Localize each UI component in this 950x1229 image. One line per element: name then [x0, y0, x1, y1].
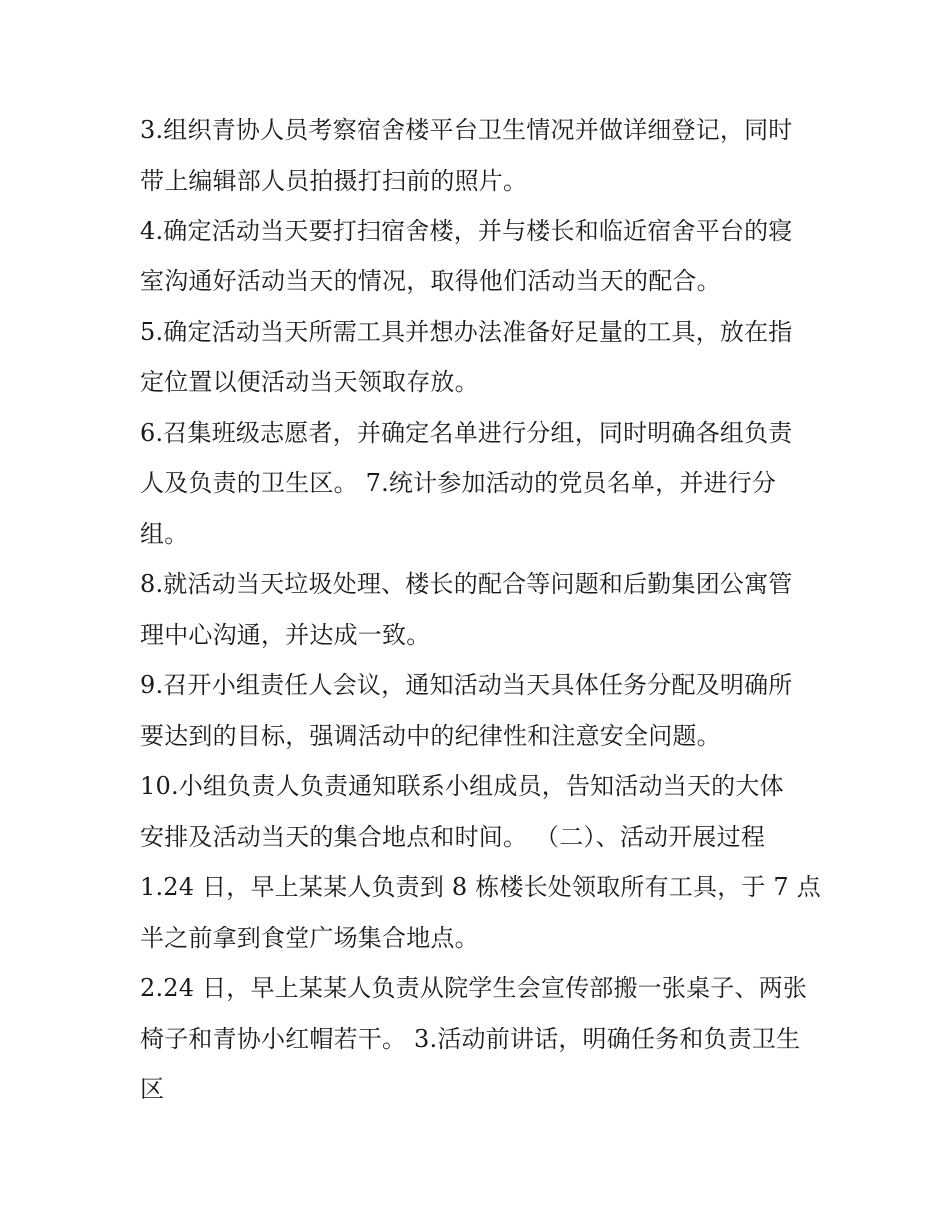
text-line: 3.组织青协人员考察宿舍楼平台卫生情况并做详细登记，同时: [140, 116, 793, 144]
text-line: 定位置以便活动当天领取存放。: [140, 368, 479, 396]
text-line: 安排及活动当天的集合地点和时间。 （二）、活动开展过程: [140, 823, 766, 851]
text-line: 8.就活动当天垃圾处理、楼长的配合等问题和后勤集团公寓管: [140, 570, 793, 598]
text-line: 10.小组负责人负责通知联系小组成员，告知活动当天的大体: [140, 772, 784, 800]
text-line: 1.24 日，早上某某人负责到 8 栋楼长处领取所有工具，于 7 点: [140, 873, 821, 901]
text-line: 室沟通好活动当天的情况，取得他们活动当天的配合。: [140, 267, 721, 295]
text-line: 带上编辑部人员拍摄打扫前的照片。: [140, 167, 528, 195]
text-line: 人及负责的卫生区。 7.统计参加活动的党员名单，并进行分: [140, 469, 777, 497]
text-line: 要达到的目标，强调活动中的纪律性和注意安全问题。: [140, 722, 721, 750]
text-line: 4.确定活动当天要打扫宿舍楼，并与楼长和临近宿舍平台的寝: [140, 217, 793, 245]
text-line: 理中心沟通，并达成一致。: [140, 621, 431, 649]
text-line: 组。: [140, 520, 189, 548]
text-line: 6.召集班级志愿者，并确定名单进行分组，同时明确各组负责: [140, 419, 793, 447]
text-line: 9.召开小组责任人会议，通知活动当天具体任务分配及明确所: [140, 671, 793, 699]
text-line: 2.24 日，早上某某人负责从院学生会宣传部搬一张桌子、两张: [140, 974, 808, 1002]
text-line: 5.确定活动当天所需工具并想办法准备好足量的工具，放在指: [140, 318, 793, 346]
text-line: 椅子和青协小红帽若干。 3.活动前讲话，明确任务和负责卫生: [140, 1025, 801, 1053]
text-line: 区: [140, 1075, 165, 1103]
text-line: 半之前拿到食堂广场集合地点。: [140, 924, 479, 952]
